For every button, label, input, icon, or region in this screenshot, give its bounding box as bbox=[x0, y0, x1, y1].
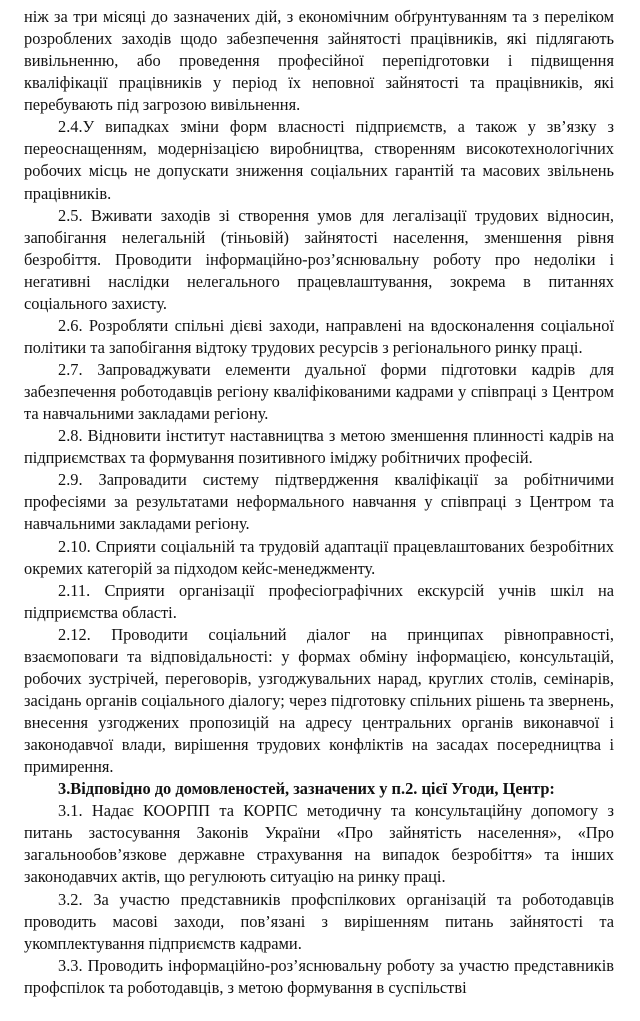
paragraph-3-2: 3.2. За участю представників профспілкових організацій та роботодавців проводить масові заходи, пов’язані з вирішенням питань зайнятості та укомплектування підприємств кадрами. bbox=[24, 889, 614, 953]
paragraph-section-3-heading: 3.Відповідно до домовленостей, зазначених у п.2. цієї Угоди, Центр: bbox=[58, 779, 555, 799]
paragraph-2-7: 2.7. Запроваджувати елементи дуальної форми підготовки кадрів для забезпечення роботодавців регіону кваліфікованими кадрами у співпраці з Центром та навчальними закладами регіону. bbox=[24, 360, 614, 424]
paragraph-2-8: 2.8. Відновити інститут наставництва з метою зменшення плинності кадрів на підприємствах та формування позитивного іміджу робітничих професій. bbox=[24, 426, 614, 468]
paragraph-continued: ніж за три місяці до зазначених дій, з економічним обґрунтуванням та з переліком розроблених заходів щодо забезпечення зайнятості працівників, які підлягають вивільненню, або проведення професійної перепідготовки і підвищення кваліфікації працівників у період їх неповної зайнятості та працівників, які перебувають під загрозою вивільнення. bbox=[24, 7, 614, 115]
paragraph-3-1: 3.1. Надає КООРПП та КОРПС методичну та консультаційну допомогу з питань застосування Законів України «Про зайнятість населення», «Про загальнообов’язкове державне страхування на випадок безробіття» та інших законодавчих актів, що регулюють ситуацію на ринку праці. bbox=[24, 801, 614, 887]
paragraph-2-6: 2.6. Розробляти спільні дієві заходи, направлені на вдосконалення соціальної політики та запобігання відтоку трудових ресурсів з регіонального ринку праці. bbox=[24, 315, 614, 357]
paragraph-2-5: 2.5. Вживати заходів зі створення умов для легалізації трудових відносин, запобігання нелегальній (тіньовій) зайнятості населення, зменшення рівня безробіття. Проводити інформаційно-роз’яснювальну роботу про недоліки і негативні наслідки нелегального працевлаштування, зокрема в питаннях соціального захисту. bbox=[24, 205, 614, 313]
paragraph-3-3: 3.3. Проводить інформаційно-роз’яснювальну роботу за участю представників профспілок та роботодавців, з метою формування в суспільстві bbox=[24, 955, 614, 997]
paragraph-2-10: 2.10. Сприяти соціальній та трудовій адаптації працевлаштованих безробітних окремих категорій за підходом кейс-менеджменту. bbox=[24, 536, 614, 578]
paragraph-2-4: 2.4.У випадках зміни форм власності підприємств, а також у зв’язку з переоснащенням, модернізацією виробництва, створенням високотехнологічних робочих місць не допускати зниження соціальних гарантій та масових звільнень працівників. bbox=[24, 117, 614, 203]
paragraph-2-11: 2.11. Сприяти організації профеcіографічних екскурсій учнів шкіл на підприємства області. bbox=[24, 580, 614, 622]
paragraph-2-12: 2.12. Проводити соціальний діалог на принципах рівноправності, взаємоповаги та відповідальності: у формах обміну інформацією, консультацій, робочих зустрічей, переговорів, узгоджувальних нарад, круглих столів, семінарів, засідань органів соціального діалогу; через підготовку спільних рішень та звернень, внесення узгоджених пропозицій на адресу центральних органів виконавчої і законодавчої влади, вирішення трудових конфліктів на засадах посередництва і примирення. bbox=[24, 624, 614, 777]
paragraph-2-9: 2.9. Запровадити систему підтвердження кваліфікації за робітничими професіями за результатами неформального навчання у співпраці з Центром та навчальними закладами регіону. bbox=[24, 470, 614, 534]
